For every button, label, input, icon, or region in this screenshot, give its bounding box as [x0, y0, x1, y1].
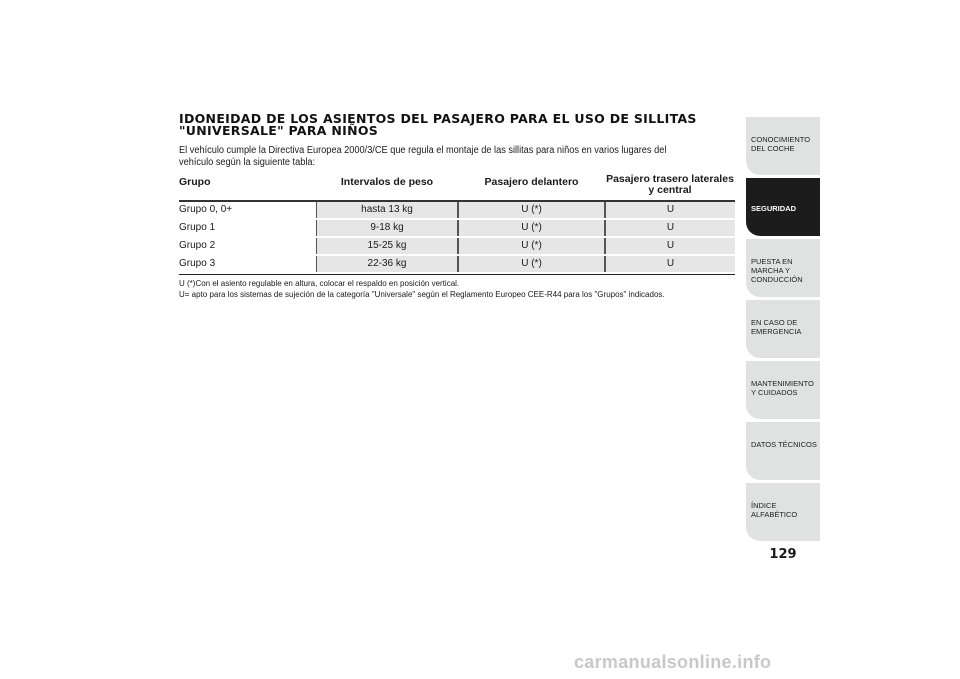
cell-front: U (*) [459, 220, 604, 236]
child-seat-table [179, 172, 735, 275]
cell-front: U (*) [459, 238, 604, 254]
cell-rear: U [606, 220, 735, 236]
tab-conocimiento[interactable]: CONOCIMIENTO DEL COCHE [746, 117, 820, 175]
header-intervalos: Intervalos de peso [340, 176, 434, 188]
header-trasero: Pasajero trasero laterales y central [606, 173, 734, 196]
cell-group: Grupo 3 [179, 258, 216, 269]
title-line-2: "UNIVERSALE" PARA NIÑOS [179, 123, 379, 138]
tab-seguridad[interactable]: SEGURIDAD [746, 178, 820, 236]
header-delantero: Pasajero delantero [484, 176, 579, 188]
table-row [179, 220, 735, 238]
tab-mantenimiento[interactable]: MANTENIMIENTO Y CUIDADOS [746, 361, 820, 419]
table-row [179, 202, 735, 220]
cell-weight: hasta 13 kg [317, 202, 457, 218]
cell-weight: 15-25 kg [317, 238, 457, 254]
table-notes [179, 278, 739, 300]
cell-front: U (*) [459, 256, 604, 272]
cell-group: Grupo 0, 0+ [179, 204, 233, 215]
note-universale: U= apto para los sistemas de sujeción de la categoría "Universale" según el Reglamento Europeo CEE-R44 para los "Grupos" indicados. [179, 290, 665, 299]
table-row [179, 256, 735, 274]
tab-indice[interactable]: ÍNDICE ALFABÉTICO [746, 483, 820, 541]
section-tabs [746, 117, 820, 544]
section-title [179, 113, 719, 137]
cell-rear: U [606, 202, 735, 218]
intro-paragraph: El vehículo cumple la Directiva Europea 2000/3/CE que regula el montaje de las sillitas para niños en varios lugares del vehículo según la siguiente tabla: [179, 145, 667, 168]
page-number: 129 [769, 547, 797, 562]
note-asterisk: U (*)Con el asiento regulable en altura, colocar el respaldo en posición vertical. [179, 279, 460, 288]
table-row [179, 238, 735, 256]
cell-weight: 22-36 kg [317, 256, 457, 272]
title-line-1: IDONEIDAD DE LOS ASIENTOS DEL PASAJERO PARA EL USO DE SILLITAS [179, 111, 697, 126]
cell-group: Grupo 1 [179, 222, 216, 233]
table-header [179, 172, 735, 200]
table-bottom-rule [179, 274, 735, 275]
cell-rear: U [606, 238, 735, 254]
tab-emergencia[interactable]: EN CASO DE EMERGENCIA [746, 300, 820, 358]
tab-puesta-en-marcha[interactable]: PUESTA EN MARCHA Y CONDUCCIÓN [746, 239, 820, 297]
watermark: carmanualsonline.info [574, 652, 772, 672]
header-grupo: Grupo [179, 176, 211, 188]
cell-front: U (*) [459, 202, 604, 218]
cell-weight: 9-18 kg [317, 220, 457, 236]
cell-group: Grupo 2 [179, 240, 216, 251]
tab-datos-tecnicos[interactable]: DATOS TÉCNICOS [746, 422, 820, 480]
cell-rear: U [606, 256, 735, 272]
